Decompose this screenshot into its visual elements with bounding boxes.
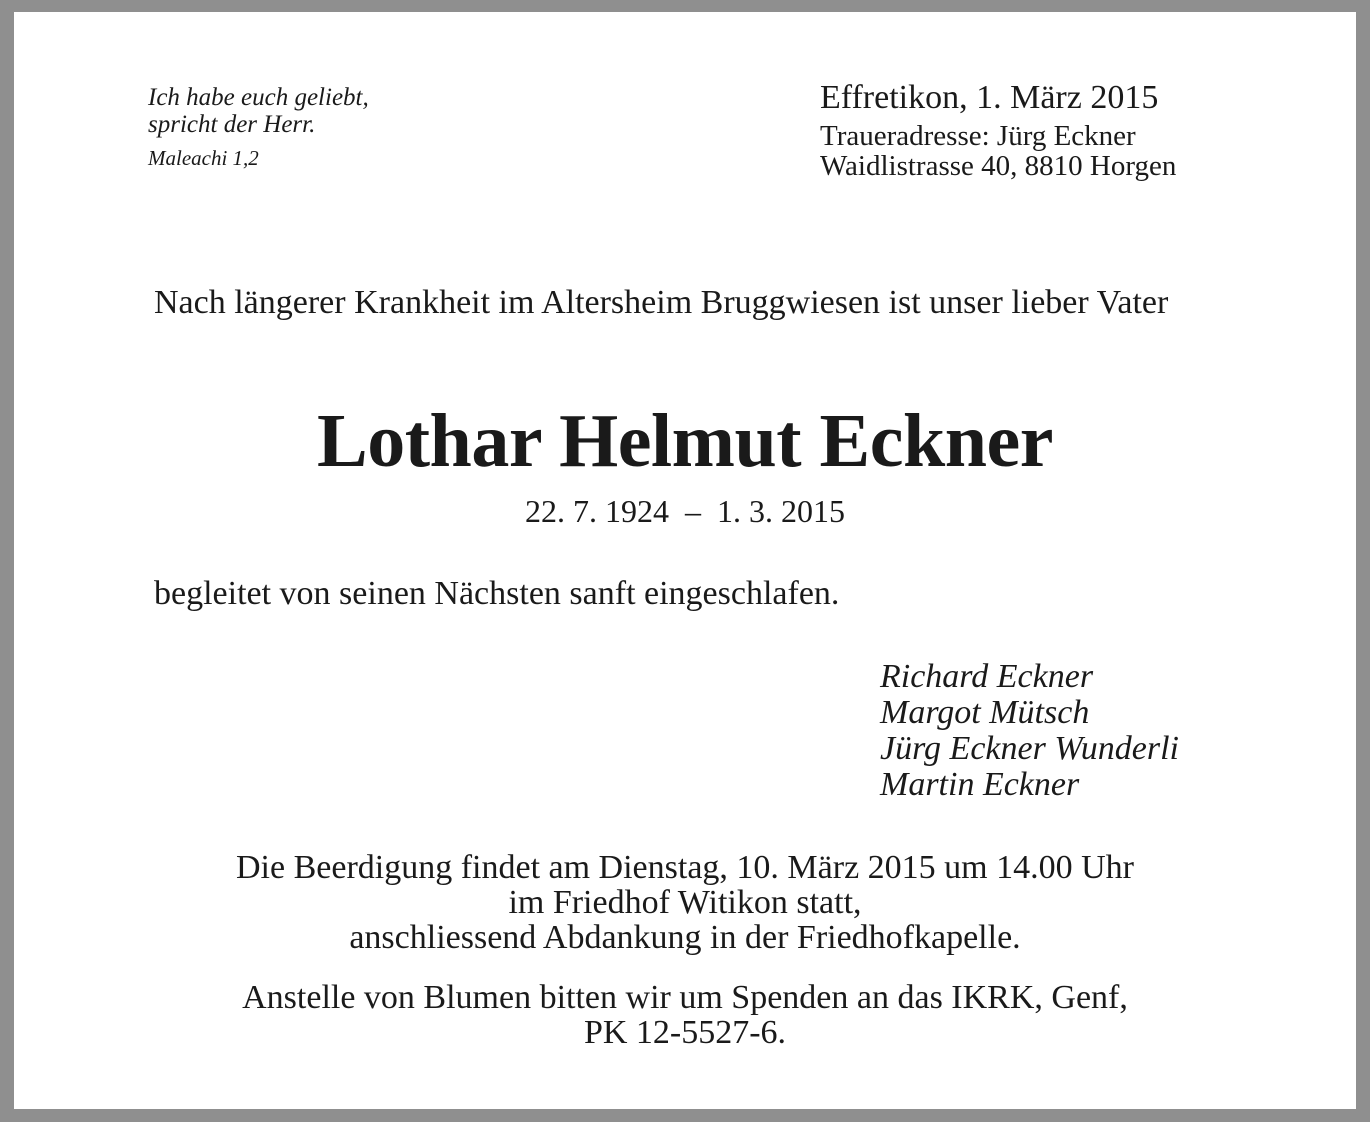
mourner-name: Jürg Eckner Wunderli xyxy=(880,730,1179,767)
bible-verse xyxy=(148,84,369,172)
verse-reference: Maleachi 1,2 xyxy=(148,146,259,170)
intro-text: Nach längerer Krankheit im Altersheim Bruggwiesen ist unser lieber Vater xyxy=(154,284,1169,321)
verse-line: spricht der Herr. xyxy=(148,111,316,138)
funeral-line: im Friedhof Witikon statt, xyxy=(508,884,862,921)
mourners-list xyxy=(880,659,1179,803)
mourner-name: Martin Eckner xyxy=(880,766,1080,803)
verse-line: Ich habe euch geliebt, xyxy=(148,84,369,111)
outro-text: begleitet von seinen Nächsten sanft eingeschlafen. xyxy=(154,575,840,612)
funeral-line: anschliessend Abdankung in der Friedhofkapelle. xyxy=(349,919,1021,956)
address-line: Waidlistrasse 40, 8810 Horgen xyxy=(820,150,1177,182)
obituary-card xyxy=(14,12,1356,1109)
donation-line: Anstelle von Blumen bitten wir um Spenden an das IKRK, Genf, xyxy=(242,979,1128,1016)
mourner-name: Margot Mütsch xyxy=(880,694,1090,731)
address-line: Traueradresse: Jürg Eckner xyxy=(820,120,1136,152)
donation-notice xyxy=(14,980,1356,1050)
place-date: Effretikon, 1. März 2015 xyxy=(820,79,1159,116)
funeral-notice xyxy=(14,850,1356,955)
deceased-name: Lothar Helmut Eckner xyxy=(317,399,1053,483)
mourning-address xyxy=(820,121,1176,181)
donation-line: PK 12-5527-6. xyxy=(583,1014,787,1051)
mourner-name: Richard Eckner xyxy=(880,658,1094,695)
lifespan-dates: 22. 7. 1924 – 1. 3. 2015 xyxy=(525,493,845,529)
funeral-line: Die Beerdigung findet am Dienstag, 10. März 2015 um 14.00 Uhr xyxy=(236,849,1134,886)
